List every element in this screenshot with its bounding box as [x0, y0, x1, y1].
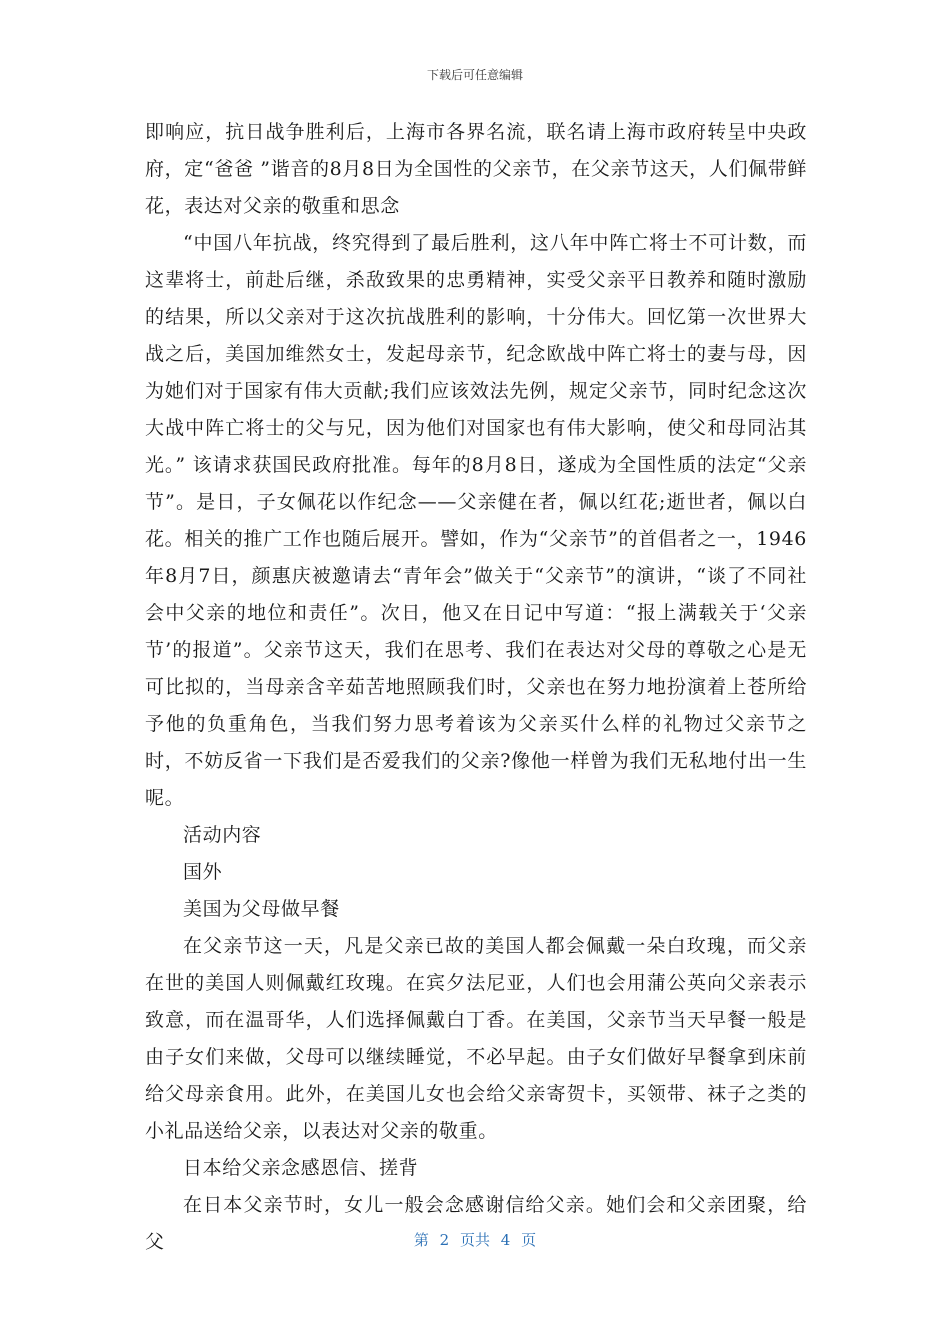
document-body — [145, 114, 807, 1261]
section-heading-activities: 活动内容 — [183, 824, 262, 846]
paragraph-japan: 在日本父亲节时，女儿一般会念感谢信给父亲。她们会和父亲团聚，给父 — [145, 1194, 807, 1253]
page-footer: 第 2 页共 4 页 — [413, 1231, 537, 1249]
subheading-japan: 日本给父亲念感恩信、搓背 — [183, 1157, 419, 1179]
paragraph-quote: “中国八年抗战，终究得到了最后胜利，这八年中阵亡将士不可计数，而这辈将士，前赴后继，杀敌致果的忠勇精神，实受父亲平日教养和随时激励的结果，所以父亲对于这次抗战胜利的影响，十分伟大。回忆第一次世界大战之后，美国加维然女士，发起母亲节，纪念欧战中阵亡将士的妻与母，因为她们对于国家有伟大贡献;我们应该效法先例，规定父亲节，同时纪念这次大战中阵亡将士的父与兄，因为他们对国家也有伟大影响，使父和母同沾其光。” 该请求获国民政府批准。每年的8月8日，遂成为全国性质的法定“父亲节”。是日，子女佩花以作纪念——父亲健在者，佩以红花;逝世者，佩以白花。相关的推广工作也随后展开。譬如，作为“父亲节”的首倡者之一，1946年8月7日，颜惠庆被邀请去“青年会”做关于“父亲节”的演讲，“谈了不同社会中父亲的地位和责任”。次日，他又在日记中写道：“报上满载关于‘父亲节’的报道”。父亲节这天，我们在思考、我们在表达对父母的尊敬之心是无可比拟的，当母亲含辛茹苦地照顾我们时，父亲也在努力地扮演着上苍所给予他的负重角色，当我们努力思考着该为父亲买什么样的礼物过父亲节之时，不妨反省一下我们是否爱我们的父亲?像他一样曾为我们无私地付出一生呢。 — [145, 232, 807, 809]
paragraph-intro: 即响应，抗日战争胜利后，上海市各界名流，联名请上海市政府转呈中央政府，定“爸爸 ”谐音的8月8日为全国性的父亲节，在父亲节这天，人们佩带鲜花，表达对父亲的敬重和思念 — [145, 121, 807, 217]
section-heading-abroad: 国外 — [183, 861, 223, 883]
page-header: 下载后可任意编辑 — [426, 68, 523, 82]
paragraph-usa: 在父亲节这一天，凡是父亲已故的美国人都会佩戴一朵白玫瑰，而父亲在世的美国人则佩戴红玫瑰。在宾夕法尼亚，人们也会用蒲公英向父亲表示致意，而在温哥华，人们选择佩戴白丁香。在美国，父亲节当天早餐一般是由子女们来做，父母可以继续睡觉，不必早起。由子女们做好早餐拿到床前给父母亲食用。此外，在美国儿女也会给父亲寄贺卡，买领带、袜子之类的小礼品送给父亲，以表达对父亲的敬重。 — [145, 935, 807, 1142]
subheading-usa: 美国为父母做早餐 — [183, 898, 340, 920]
